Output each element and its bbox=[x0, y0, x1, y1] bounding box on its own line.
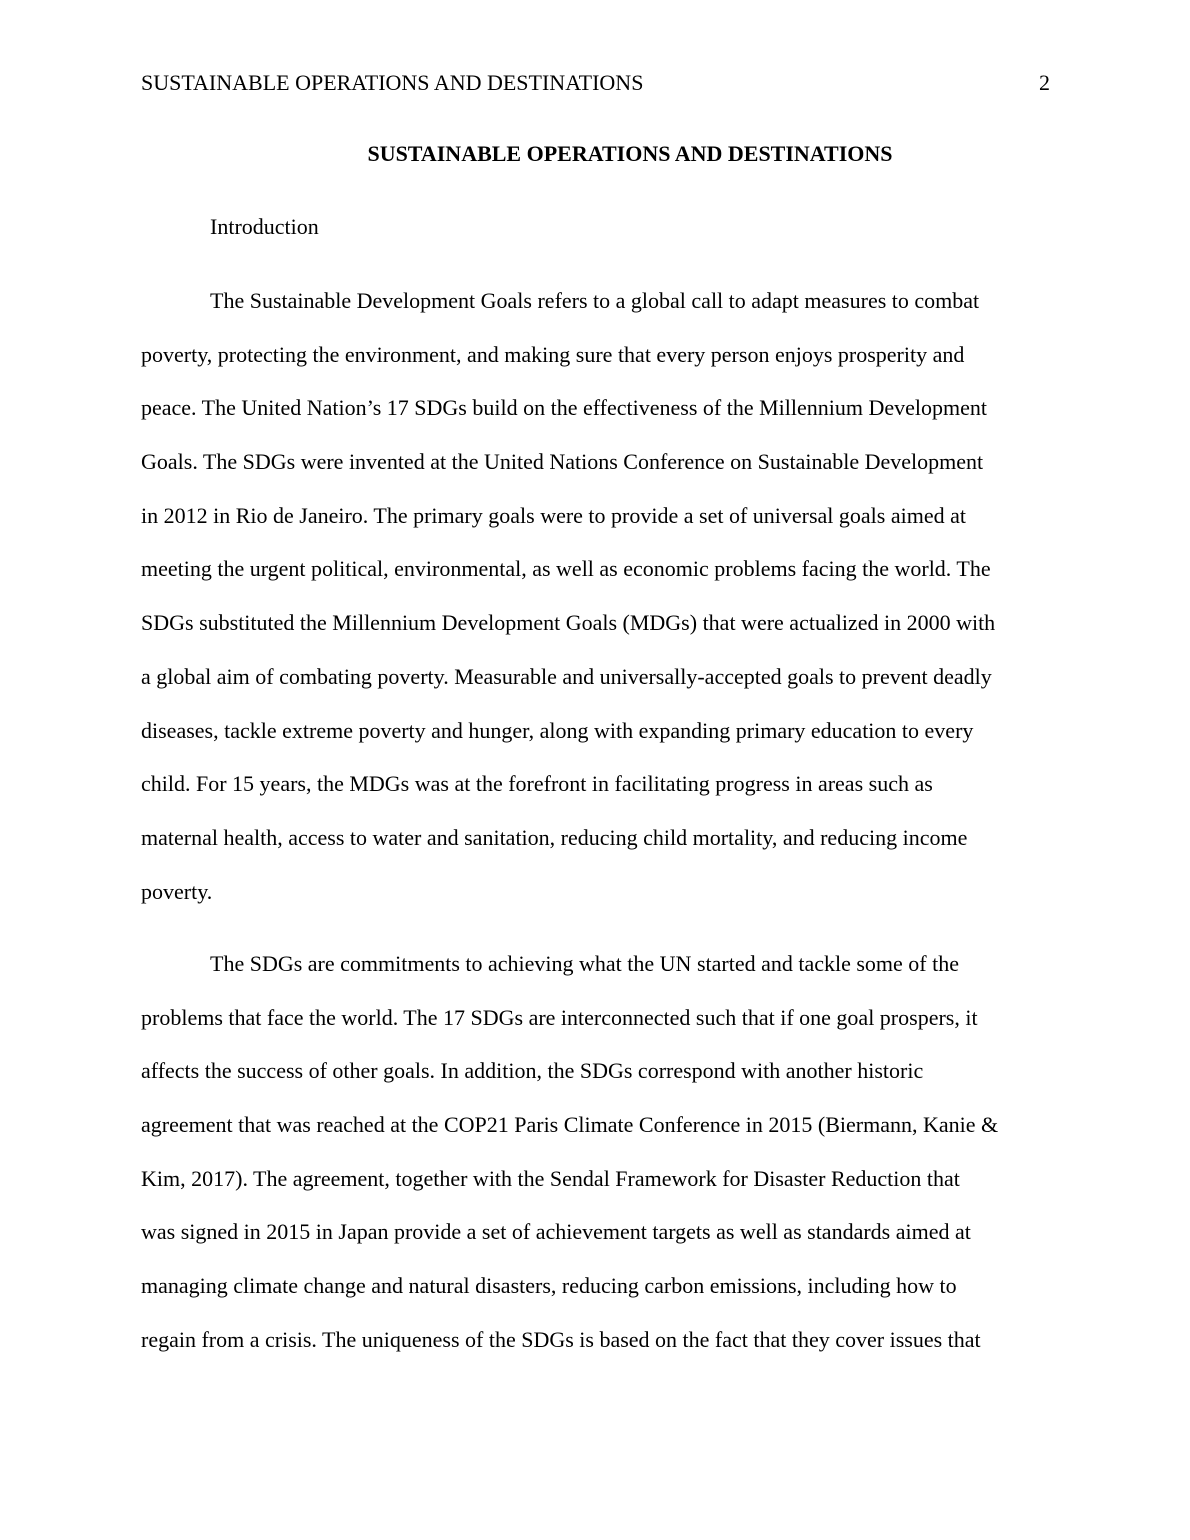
paragraph-line: was signed in 2015 in Japan provide a set of achievement targets as well as standards aimed at bbox=[141, 1219, 971, 1245]
paragraph-line: Kim, 2017). The agreement, together with the Sendal Framework for Disaster Reduction that bbox=[141, 1165, 960, 1191]
paragraph-line: a global aim of combating poverty. Measurable and universally-accepted goals to prevent deadly bbox=[141, 663, 992, 689]
paragraph-line: agreement that was reached at the COP21 Paris Climate Conference in 2015 (Biermann, Kanie & bbox=[141, 1112, 999, 1138]
paragraph-2 bbox=[141, 951, 1061, 1381]
paragraph-line: peace. The United Nation’s 17 SDGs build on the effectiveness of the Millennium Development bbox=[141, 395, 988, 421]
paragraph-line: diseases, tackle extreme poverty and hunger, along with expanding primary education to every bbox=[141, 717, 974, 743]
paragraph-line: child. For 15 years, the MDGs was at the forefront in facilitating progress in areas such as bbox=[141, 771, 933, 797]
paragraph-line: regain from a crisis. The uniqueness of the SDGs is based on the fact that they cover issues that bbox=[141, 1326, 981, 1352]
paragraph-line: poverty, protecting the environment, and making sure that every person enjoys prosperity and bbox=[141, 341, 965, 367]
paragraph-line: maternal health, access to water and sanitation, reducing child mortality, and reducing income bbox=[141, 824, 968, 850]
paragraph-line: meeting the urgent political, environmental, as well as economic problems facing the world. The bbox=[141, 556, 991, 582]
page-number: 2 bbox=[1039, 70, 1050, 95]
paragraph-line: The Sustainable Development Goals refers to a global call to adapt measures to combat bbox=[210, 288, 980, 313]
paragraph-line: managing climate change and natural disasters, reducing carbon emissions, including how to bbox=[141, 1273, 957, 1299]
running-head: SUSTAINABLE OPERATIONS AND DESTINATIONS bbox=[141, 70, 644, 95]
paragraph-line: The SDGs are commitments to achieving what the UN started and tackle some of the bbox=[210, 951, 960, 976]
paragraph-1 bbox=[141, 288, 1061, 932]
paragraph-line: SDGs substituted the Millennium Development Goals (MDGs) that were actualized in 2000 with bbox=[141, 610, 996, 636]
paragraph-line: affects the success of other goals. In addition, the SDGs correspond with another historic bbox=[141, 1058, 924, 1084]
document-title: SUSTAINABLE OPERATIONS AND DESTINATIONS bbox=[367, 141, 893, 166]
paragraph-line: poverty. bbox=[141, 878, 213, 904]
paragraph-line: in 2012 in Rio de Janeiro. The primary goals were to provide a set of universal goals aimed at bbox=[141, 502, 966, 528]
section-heading: Introduction bbox=[210, 214, 319, 239]
paragraph-line: problems that face the world. The 17 SDGs are interconnected such that if one goal prospers, it bbox=[141, 1004, 978, 1030]
paragraph-line: Goals. The SDGs were invented at the United Nations Conference on Sustainable Development bbox=[141, 449, 984, 475]
